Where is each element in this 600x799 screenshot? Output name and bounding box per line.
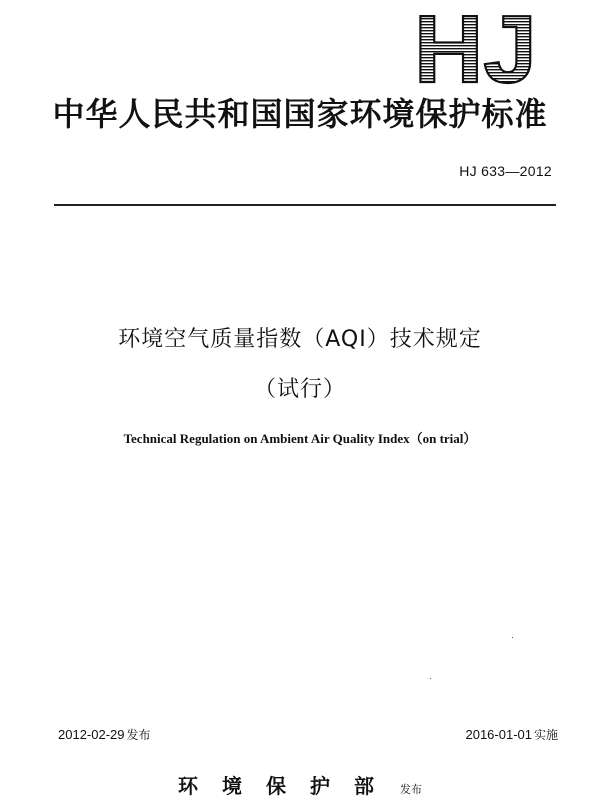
issuer-suffix: 发布 (400, 783, 422, 796)
publish-label: 发布 (126, 728, 151, 742)
document-title: 环境空气质量指数（AQI）技术规定 (118, 327, 482, 352)
issuer-line (0, 770, 600, 799)
document-status: （试行） (253, 377, 346, 402)
standard-number: HJ 633—2012 (459, 163, 552, 179)
header-divider (54, 204, 556, 206)
scan-speck (512, 637, 513, 638)
scan-speck (430, 678, 431, 679)
effective-date-line (465, 726, 558, 743)
hj-logo (412, 6, 542, 86)
issuer-name: 环境保护部 (178, 774, 398, 798)
document-title-english: Technical Regulation on Ambient Air Quality Index（on trial） (123, 431, 477, 446)
publish-date: 2012-02-29 (58, 727, 125, 742)
publish-date-line (58, 726, 151, 743)
effective-date: 2016-01-01 (465, 727, 532, 742)
effective-label: 实施 (533, 728, 558, 742)
standard-organization: 中华人民共和国国家环境保护标准 (52, 95, 548, 133)
logo-text: HJ (414, 6, 537, 86)
